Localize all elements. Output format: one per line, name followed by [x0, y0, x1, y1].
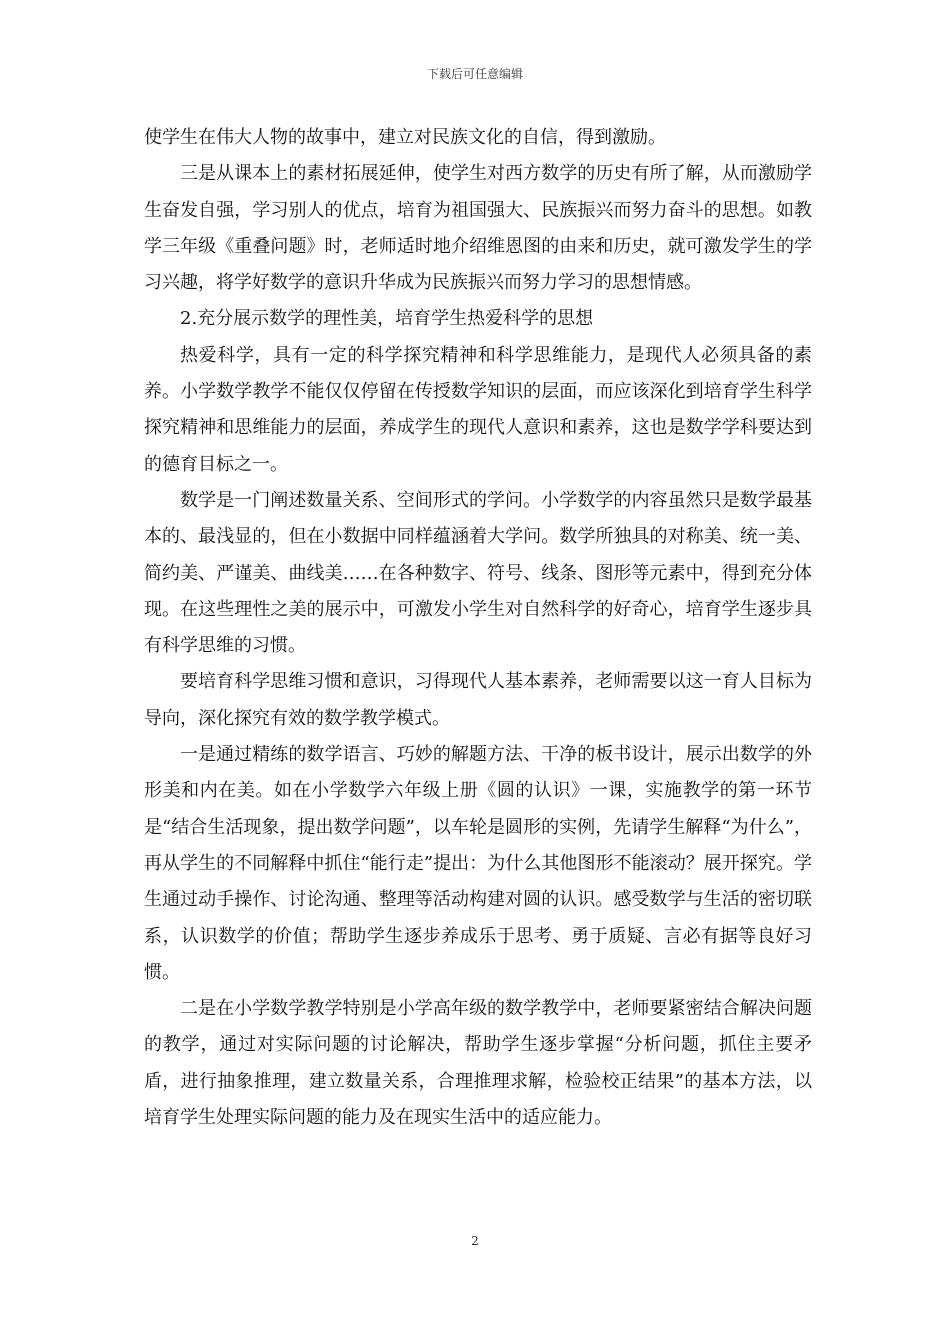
paragraph-1: 使学生在伟大人物的故事中，建立对民族文化的自信，得到激励。 [144, 127, 666, 148]
page-number: 2 [471, 1234, 479, 1248]
page-header: 下载后可任意编辑 [426, 67, 523, 81]
paragraph-5: 要培育科学思维习惯和意识，习得现代人基本素养，老师需要以这一育人目标为导向，深化探究有效的数学教学模式。 [144, 671, 812, 729]
document-body [144, 120, 812, 1136]
paragraph-7: 二是在小学数学教学特别是小学高年级的数学教学中，老师要紧密结合解决问题的教学，通过对实际问题的讨论解决，帮助学生逐步掌握“分析问题，抓住主要矛盾，进行抽象推理，建立数量关系，合理推理求解，检验校正结果”的基本方法，以培育学生处理实际问题的能力及在现实生活中的适应能力。 [144, 998, 812, 1129]
paragraph-2: 三是从课本上的素材拓展延伸，使学生对西方数学的历史有所了解，从而激励学生奋发自强，学习别人的优点，培育为祖国强大、民族振兴而努力奋斗的思想。如教学三年级《重叠问题》时，老师适时地介绍维恩图的由来和历史，就可激发学生的学习兴趣，将学好数学的意识升华成为民族振兴而努力学习的思想情感。 [144, 163, 812, 294]
section-heading: 2.充分展示数学的理性美，培育学生热爱科学的思想 [180, 308, 594, 330]
paragraph-3: 热爱科学，具有一定的科学探究精神和科学思维能力，是现代人必须具备的素养。小学数学教学不能仅仅停留在传授数学知识的层面，而应该深化到培育学生科学探究精神和思维能力的层面，养成学生的现代人意识和素养，这也是数学学科要达到的德育目标之一。 [144, 344, 812, 475]
paragraph-6: 一是通过精练的数学语言、巧妙的解题方法、干净的板书设计，展示出数学的外形美和内在美。如在小学数学六年级上册《圆的认识》一课，实施教学的第一环节是“结合生活现象，提出数学问题”，以车轮是圆形的实例，先请学生解释“为什么”，再从学生的不同解释中抓住“能行走”提出：为什么其他图形不能滚动？展开探究。学生通过动手操作、讨论沟通、整理等活动构建对圆的认识。感受数学与生活的密切联系，认识数学的价值；帮助学生逐步养成乐于思考、勇于质疑、言必有据等良好习惯。 [144, 744, 812, 983]
paragraph-4: 数学是一门阐述数量关系、空间形式的学问。小学数学的内容虽然只是数学最基本的、最浅显的，但在小数据中同样蕴涵着大学问。数学所独具的对称美、统一美、简约美、严谨美、曲线美……在各种数字、符号、线条、图形等元素中，得到充分体现。在这些理性之美的展示中，可激发小学生对自然科学的好奇心，培育学生逐步具有科学思维的习惯。 [144, 489, 812, 657]
